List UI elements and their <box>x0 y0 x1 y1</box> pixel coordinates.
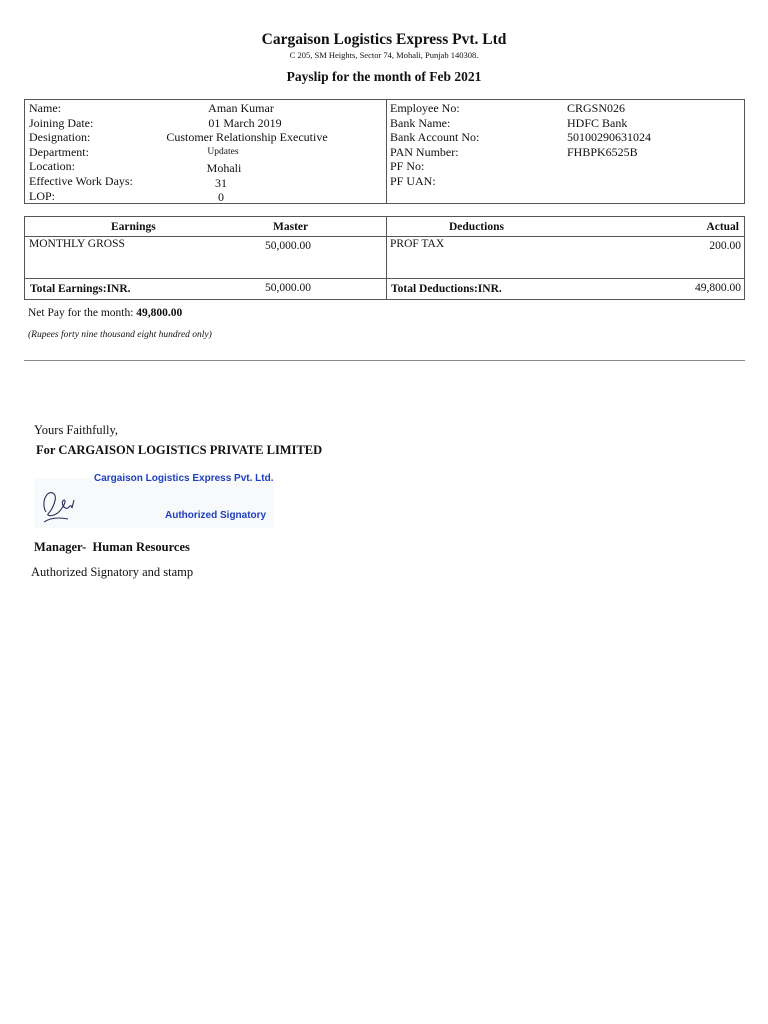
department: Updates <box>207 146 239 157</box>
location: Mohali <box>206 161 242 175</box>
designation: Customer Relationship Executive <box>166 130 328 145</box>
total-deductions-value: 49,800.00 <box>695 282 741 294</box>
employee-name: Aman Kumar <box>208 101 274 115</box>
department-label: Department: <box>29 144 89 159</box>
bank-name-label: Bank Name: <box>390 115 451 130</box>
pf-uan-label: PF UAN: <box>390 174 436 188</box>
col-earnings: Earnings <box>111 221 156 233</box>
pan-number: FHBPK6525B <box>567 144 638 159</box>
table-header-divider <box>25 236 744 237</box>
work-days: 31 <box>215 175 227 190</box>
stamp-company-text: Cargaison Logistics Express Pvt. Ltd. <box>94 473 274 484</box>
company-name: Cargaison Logistics Express Pvt. Ltd <box>261 31 507 48</box>
total-deductions-label: Total Deductions:INR. <box>391 283 502 295</box>
deduction-item: PROF TAX <box>390 238 445 250</box>
deduction-actual-value: 200.00 <box>709 240 741 252</box>
manager-title: Manager- Human Resources <box>34 540 190 554</box>
total-earnings-label: Total Earnings:INR. <box>30 283 131 295</box>
section-divider <box>24 360 745 361</box>
bank-account-label: Bank Account No: <box>390 130 480 145</box>
company-address: C 205, SM Heights, Sector 74, Mohali, Punjab 140308. <box>289 50 479 60</box>
name-label: Name: <box>29 101 61 115</box>
col-actual: Actual <box>706 221 739 233</box>
pan-label: PAN Number: <box>390 144 459 159</box>
employee-info-box <box>24 99 745 204</box>
employee-no-label: Employee No: <box>390 101 460 115</box>
authorized-signatory-note: Authorized Signatory and stamp <box>31 565 194 579</box>
bank-account: 50100290631024 <box>567 130 651 145</box>
designation-label: Designation: <box>29 130 91 145</box>
employee-no: CRGSN026 <box>567 101 626 115</box>
signature-stamp <box>34 464 274 530</box>
table-total-divider <box>25 278 744 279</box>
total-earnings-value: 50,000.00 <box>265 282 311 294</box>
col-master: Master <box>273 221 309 233</box>
lop: 0 <box>218 190 224 205</box>
lop-label: LOP: <box>29 188 56 203</box>
table-column-divider <box>386 217 387 299</box>
for-company-line: For CARGAISON LOGISTICS PRIVATE LIMITED <box>36 443 323 457</box>
earnings-table <box>24 216 745 300</box>
joining-date: 01 March 2019 <box>208 115 282 130</box>
work-days-label: Effective Work Days: <box>29 174 133 188</box>
net-pay-line <box>28 307 182 319</box>
stamp-signatory-text: Authorized Signatory <box>165 510 267 521</box>
earning-master-value: 50,000.00 <box>265 240 311 252</box>
net-pay-words: (Rupees forty nine thousand eight hundred only) <box>28 330 212 340</box>
net-pay-value: 49,800.00 <box>136 307 183 319</box>
bank-name: HDFC Bank <box>567 115 628 130</box>
payslip-title: Payslip for the month of Feb 2021 <box>286 69 482 84</box>
info-divider <box>386 100 387 203</box>
joining-date-label: Joining Date: <box>29 115 94 130</box>
earning-item: MONTHLY GROSS <box>29 238 125 250</box>
net-pay-label: Net Pay for the month: <box>28 307 137 319</box>
col-deductions: Deductions <box>449 221 504 233</box>
pf-no-label: PF No: <box>390 159 425 174</box>
location-label: Location: <box>29 159 75 174</box>
closing-salutation: Yours Faithfully, <box>34 423 119 437</box>
